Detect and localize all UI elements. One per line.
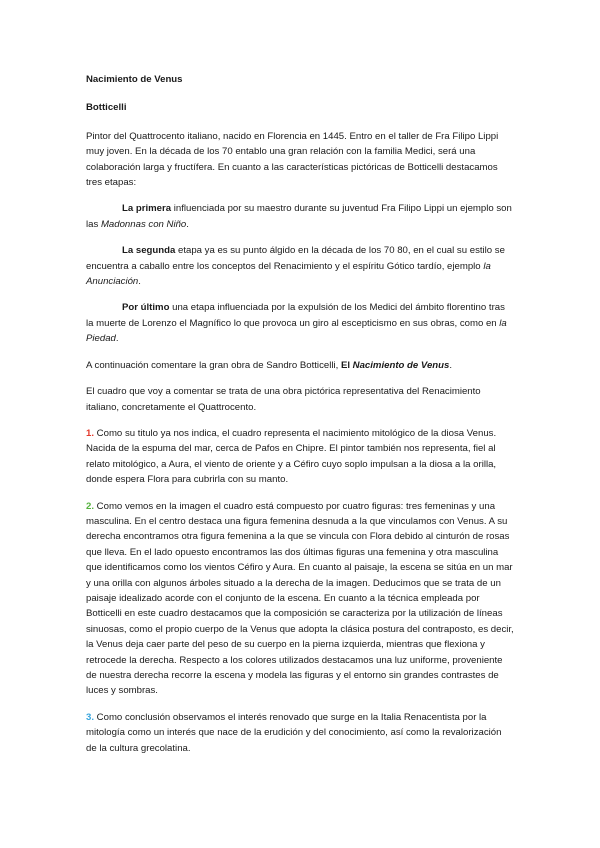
point1-text: Como su titulo ya nos indica, el cuadro representa el nacimiento mitológico de la diosa Venus. Nacida de la espuma del mar, cerca de Pafos en Chipre. El pintor también nos representa, fiel al relato mitológico, a Aura, el viento de oriente y a Céfiro cuyo soplo impulsan a la diosa a la orilla, donde espera Flora para cubrirla con su manto. — [86, 427, 497, 486]
transition-paragraph — [86, 358, 514, 373]
point2-paragraph — [86, 499, 514, 699]
stage2-label: La segunda — [122, 245, 176, 257]
stage1-end: . — [186, 218, 189, 230]
point2-number: 2. — [86, 500, 95, 512]
stage1-example: Madonnas con Niño — [100, 218, 187, 230]
stage2-text: etapa ya es su punto álgido en la década de los 70 80, en el cual su estilo se encuentra a caballo entre los conceptos del Renacimiento y el espíritu Gótico tardío, ejemplo — [86, 245, 505, 272]
point3-number: 3. — [86, 711, 95, 723]
stage3-text: una etapa influenciada por la expulsión de los Medici del ámbito florentino tras la muerte de Lorenzo el Magnífico lo que provoca un giro al escepticismo en sus obras, como en — [86, 302, 505, 329]
transition-work-prefix: El — [340, 359, 353, 371]
transition-end: . — [449, 359, 453, 371]
stage3-example: la Piedad — [86, 317, 507, 345]
stage3-label: Por último — [122, 302, 170, 314]
stage3-end: . — [115, 333, 119, 345]
stage2-paragraph — [86, 243, 514, 289]
point2-text: Como vemos en la imagen el cuadro está compuesto por cuatro figuras: tres femeninas y una masculina. En el centro destaca una figura femenina desnuda a la que vinculamos con Venus. A su derecha encontramos otra figura femenina a la que se vincula con Flora debido al cinturón de rosas que lleva. En el lado opuesto encontramos las dos últimas figuras una femenina y otra masculina que identificamos como los vientos Céfiro y Aura. En cuanto al paisaje, la escena se sitúa en un mar y una orilla con algunos árboles situado a la derecha de la imagen. Deducimos que se trata de un paisaje idealizado acorde con el conjunto de la escena. En cuanto a la técnica empleada por Botticelli en este cuadro destacamos que la composición se caracteriza por la utilización de líneas sinuosas, como el propio cuerpo de la Venus que adopta la clásica postura del contraposto, es decir, la Venus deja caer parte del peso de su cuerpo en la pierna izquierda, mientras que flexiona y retrocede la derecha. Respecto a los colores utilizados destacamos una luz uniforme, proveniente de nuestra derecha recorre la escena y modela las figuras y el entorno sin grandes contrastes de luces y sombras. — [86, 500, 514, 697]
document-author: Botticelli — [86, 102, 127, 114]
stage2-end: . — [138, 276, 141, 288]
point1-paragraph — [86, 426, 514, 488]
intro-paragraph: Pintor del Quattrocento italiano, nacido en Florencia en 1445. Entro en el taller de Fra Filipo Lippi muy joven. En la década de los 70 entablo una gran relación con la familia Medici, será una colaboración larga y fructífera. En cuanto a las características pictóricas de Botticelli destacamos tres etapas: — [86, 130, 499, 189]
transition-text: A continuación comentare la gran obra de Sandro Botticelli, — [86, 359, 341, 371]
context-paragraph: El cuadro que voy a comentar se trata de una obra pictórica representativa del Renacimiento italiano, concretamente el Quattrocento. — [86, 386, 481, 413]
stage3-paragraph — [86, 300, 514, 346]
stage1-label: La primera — [122, 203, 172, 215]
point1-number: 1. — [86, 427, 95, 439]
point3-paragraph — [86, 710, 514, 756]
document-title: Nacimiento de Venus — [86, 74, 183, 85]
stage1-text: influenciada por su maestro durante su juventud Fra Filipo Lippi un ejemplo son las — [86, 203, 512, 230]
stage2-example: la Anunciación — [86, 260, 491, 288]
stage1-paragraph — [86, 201, 514, 232]
point3-text: Como conclusión observamos el interés renovado que surge en la Italia Renacentista por la mitología como un interés que nace de la erudición y del conocimiento, así como la revalorización de la cultura grecolatina. — [86, 711, 502, 754]
transition-work-title: Nacimiento de Venus — [352, 359, 450, 371]
